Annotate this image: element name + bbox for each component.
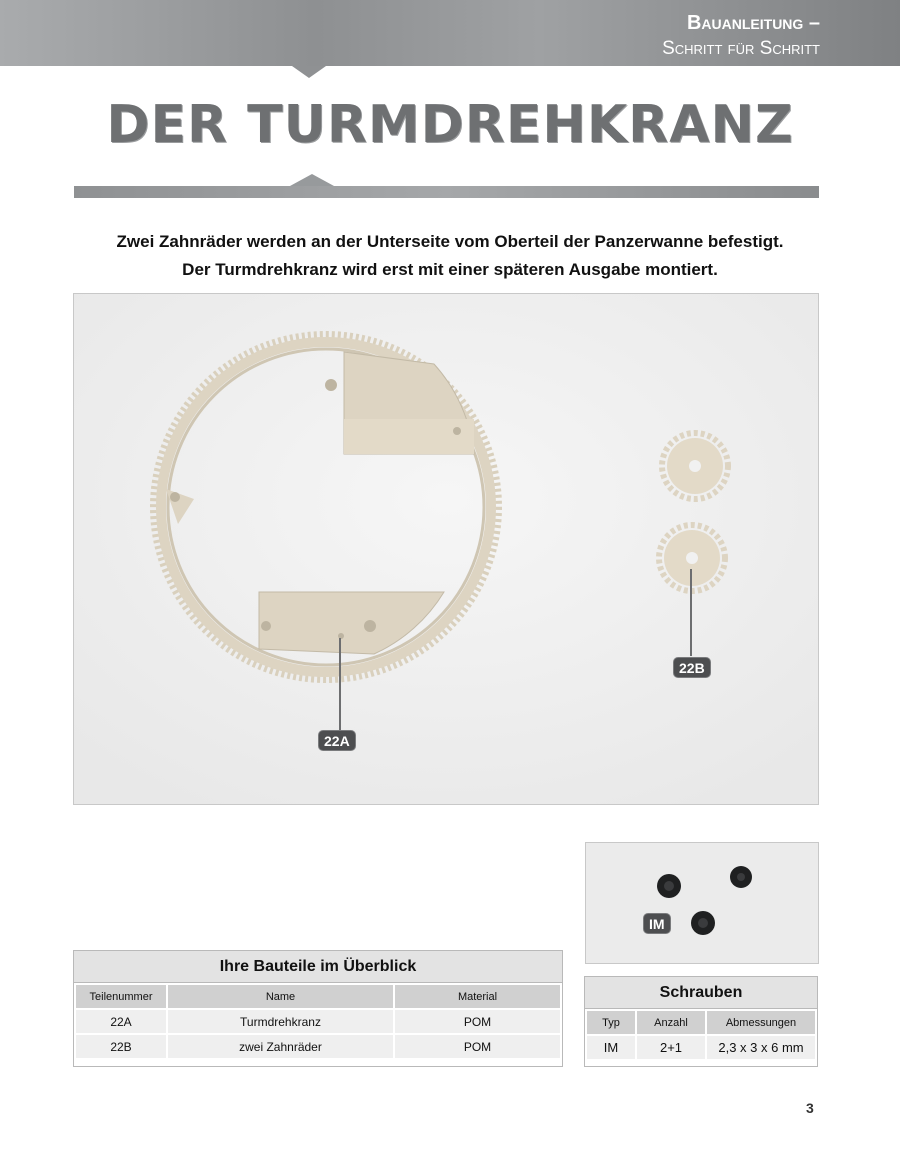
kicker-line1: Bauanleitung – [686, 12, 820, 34]
page-title: DER TURMDREHKRANZ [106, 95, 794, 155]
parts-illustration [74, 294, 819, 805]
intro-line1: Zwei Zahnräder werden an der Unterseite vom Oberteil der Panzerwanne befestigt. [116, 232, 784, 251]
divider-bar [74, 186, 819, 198]
divider-notch [290, 174, 334, 186]
column-header: Typ [587, 1011, 635, 1034]
screws-table-title: Schrauben [585, 977, 817, 1009]
screw-3 [691, 911, 715, 935]
intro-text [40, 228, 860, 284]
table-cell: 22A [76, 1010, 166, 1033]
column-header: Teilenummer [76, 985, 166, 1008]
screws-table-header [587, 1011, 815, 1034]
table-cell: 22B [76, 1035, 166, 1058]
table-row [76, 1035, 560, 1058]
column-header: Anzahl [637, 1011, 705, 1034]
header-notch [292, 66, 326, 78]
parts-photo [73, 293, 819, 805]
parts-table-header [76, 985, 560, 1008]
screw-1 [657, 874, 681, 898]
table-cell: IM [587, 1036, 635, 1059]
label-im: IM [643, 913, 671, 934]
table-cell: Turmdrehkranz [168, 1010, 393, 1033]
screw-2 [730, 866, 752, 888]
table-cell: 2,3 x 3 x 6 mm [707, 1036, 815, 1059]
screws-illustration [586, 843, 819, 964]
table-cell: POM [395, 1035, 560, 1058]
section-kicker [662, 10, 820, 62]
table-cell: 2+1 [637, 1036, 705, 1059]
parts-table-title: Ihre Bauteile im Überblick [74, 951, 562, 983]
column-header: Abmessungen [707, 1011, 815, 1034]
table-cell: zwei Zahnräder [168, 1035, 393, 1058]
column-header: Material [395, 985, 560, 1008]
label-22b: 22B [673, 657, 711, 678]
intro-line2: Der Turmdrehkranz wird erst mit einer späteren Ausgabe montiert. [182, 260, 718, 279]
table-row [76, 1010, 560, 1033]
table-cell: POM [395, 1010, 560, 1033]
screws-table [584, 976, 818, 1067]
parts-overview-table [73, 950, 563, 1067]
table-row [587, 1036, 815, 1059]
screws-photo [585, 842, 819, 964]
column-header: Name [168, 985, 393, 1008]
label-22a: 22A [318, 730, 356, 751]
kicker-line2: Schritt für Schritt [662, 38, 820, 59]
page-number: 3 [806, 1100, 814, 1116]
